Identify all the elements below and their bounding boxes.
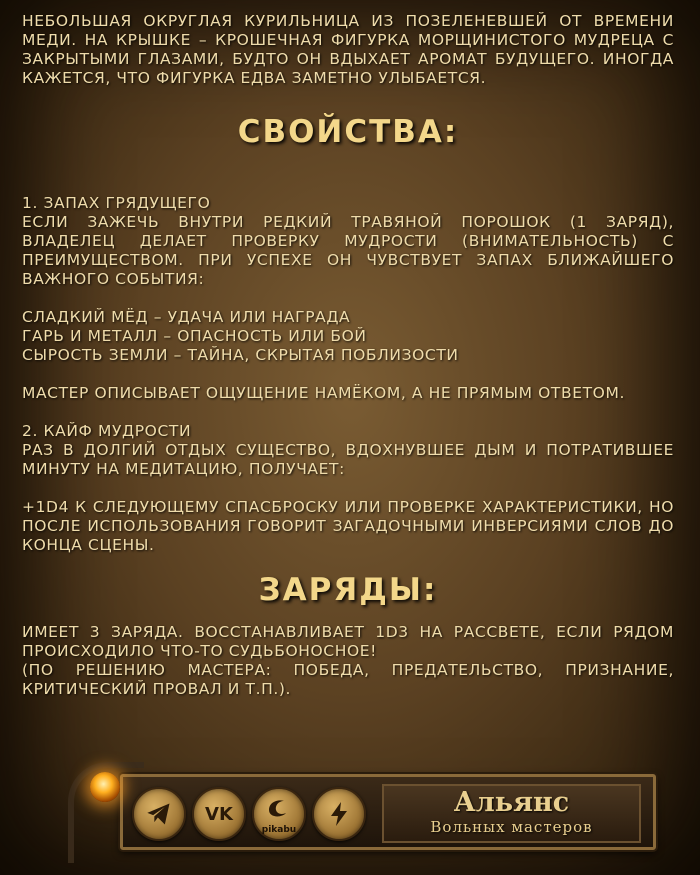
ability-2-description: РАЗ В ДОЛГИЙ ОТДЫХ СУЩЕСТВО, ВДОХНУВШЕЕ ДЫМ И ПОТРАТИВШЕЕ МИНУТУ НА МЕДИТАЦИЮ, ПОЛУЧАЕТ: bbox=[22, 441, 674, 478]
charges-note: (ПО РЕШЕНИЮ МАСТЕРА: ПОБЕДА, ПРЕДАТЕЛЬСТВО, ПРИЗНАНИЕ, КРИТИЧЕСКИЙ ПРОВАЛ И Т.П.). bbox=[22, 661, 674, 698]
ability-2-effect: +1D4 К СЛЕДУЮЩЕМУ СПАСБРОСКУ ИЛИ ПРОВЕРКЕ ХАРАКТЕРИСТИКИ, НО ПОСЛЕ ИСПОЛЬЗОВАНИЯ ГОВОРИТ ЗАГАДОЧНЫМИ ИНВЕРСИЯМИ СЛОВ ДО КОНЦА СЦЕНЫ. bbox=[22, 498, 674, 554]
telegram-button[interactable] bbox=[132, 787, 186, 841]
omen-item: ГАРЬ И МЕТАЛЛ – ОПАСНОСТЬ ИЛИ БОЙ bbox=[22, 327, 367, 345]
brand-panel bbox=[382, 784, 641, 843]
charges-heading: ЗАРЯДЫ: bbox=[258, 572, 438, 608]
item-description-page bbox=[22, 12, 674, 699]
bolt-icon bbox=[328, 801, 350, 827]
brand-title: Альянс bbox=[453, 787, 570, 818]
brand-subtitle: Вольных мастеров bbox=[430, 818, 593, 836]
vk-logo-icon: VK bbox=[205, 803, 233, 825]
charges-text: ИМЕЕТ 3 ЗАРЯДА. ВОССТАНАВЛИВАЕТ 1D3 НА РАССВЕТЕ, ЕСЛИ РЯДОМ ПРОИСХОДИЛО ЧТО-ТО СУДЬБОНОСНОЕ! bbox=[22, 623, 674, 660]
footer-banner bbox=[60, 762, 655, 857]
boosty-button[interactable] bbox=[312, 787, 366, 841]
ability-1-description: ЕСЛИ ЗАЖЕЧЬ ВНУТРИ РЕДКИЙ ТРАВЯНОЙ ПОРОШОК (1 ЗАРЯД), ВЛАДЕЛЕЦ ДЕЛАЕТ ПРОВЕРКУ МУДРОСТИ (ВНИМАТЕЛЬНОСТЬ) С ПРЕИМУЩЕСТВОМ. ПРИ УСПЕХЕ ОН ЧУВСТВУЕТ ЗАПАХ БЛИЖАЙШЕГО ВАЖНОГО СОБЫТИЯ: bbox=[22, 213, 674, 288]
properties-heading: СВОЙСТВА: bbox=[237, 114, 459, 150]
pikabu-button[interactable] bbox=[252, 787, 306, 841]
pikabu-label: pikabu bbox=[261, 825, 297, 835]
ability-1-title: 1. ЗАПАХ ГРЯДУЩЕГО bbox=[22, 194, 211, 212]
ability-2-title: 2. КАЙФ МУДРОСТИ bbox=[22, 422, 192, 440]
pikabu-logo-icon bbox=[266, 798, 292, 820]
omen-item: СЫРОСТЬ ЗЕМЛИ – ТАЙНА, СКРЫТАЯ ПОБЛИЗОСТИ bbox=[22, 346, 459, 364]
glowing-orb-icon bbox=[90, 772, 120, 802]
paper-plane-icon bbox=[145, 800, 173, 828]
intro-text: НЕБОЛЬШАЯ ОКРУГЛАЯ КУРИЛЬНИЦА ИЗ ПОЗЕЛЕНЕВШЕЙ ОТ ВРЕМЕНИ МЕДИ. НА КРЫШКЕ – КРОШЕЧНАЯ ФИГУРКА МОРЩИНИСТОГО МУДРЕЦА С ЗАКРЫТЫМИ ГЛАЗАМИ, БУДТО ОН ВДЫХАЕТ АРОМАТ БУДУЩЕГО. ИНОГДА КАЖЕТСЯ, ЧТО ФИГУРКА ЕДВА ЗАМЕТНО УЛЫБАЕТСЯ. bbox=[22, 12, 674, 87]
vk-button[interactable] bbox=[192, 787, 246, 841]
omen-item: СЛАДКИЙ МЁД – УДАЧА ИЛИ НАГРАДА bbox=[22, 308, 351, 326]
ability-1-note: МАСТЕР ОПИСЫВАЕТ ОЩУЩЕНИЕ НАМЁКОМ, А НЕ ПРЯМЫМ ОТВЕТОМ. bbox=[22, 384, 625, 402]
